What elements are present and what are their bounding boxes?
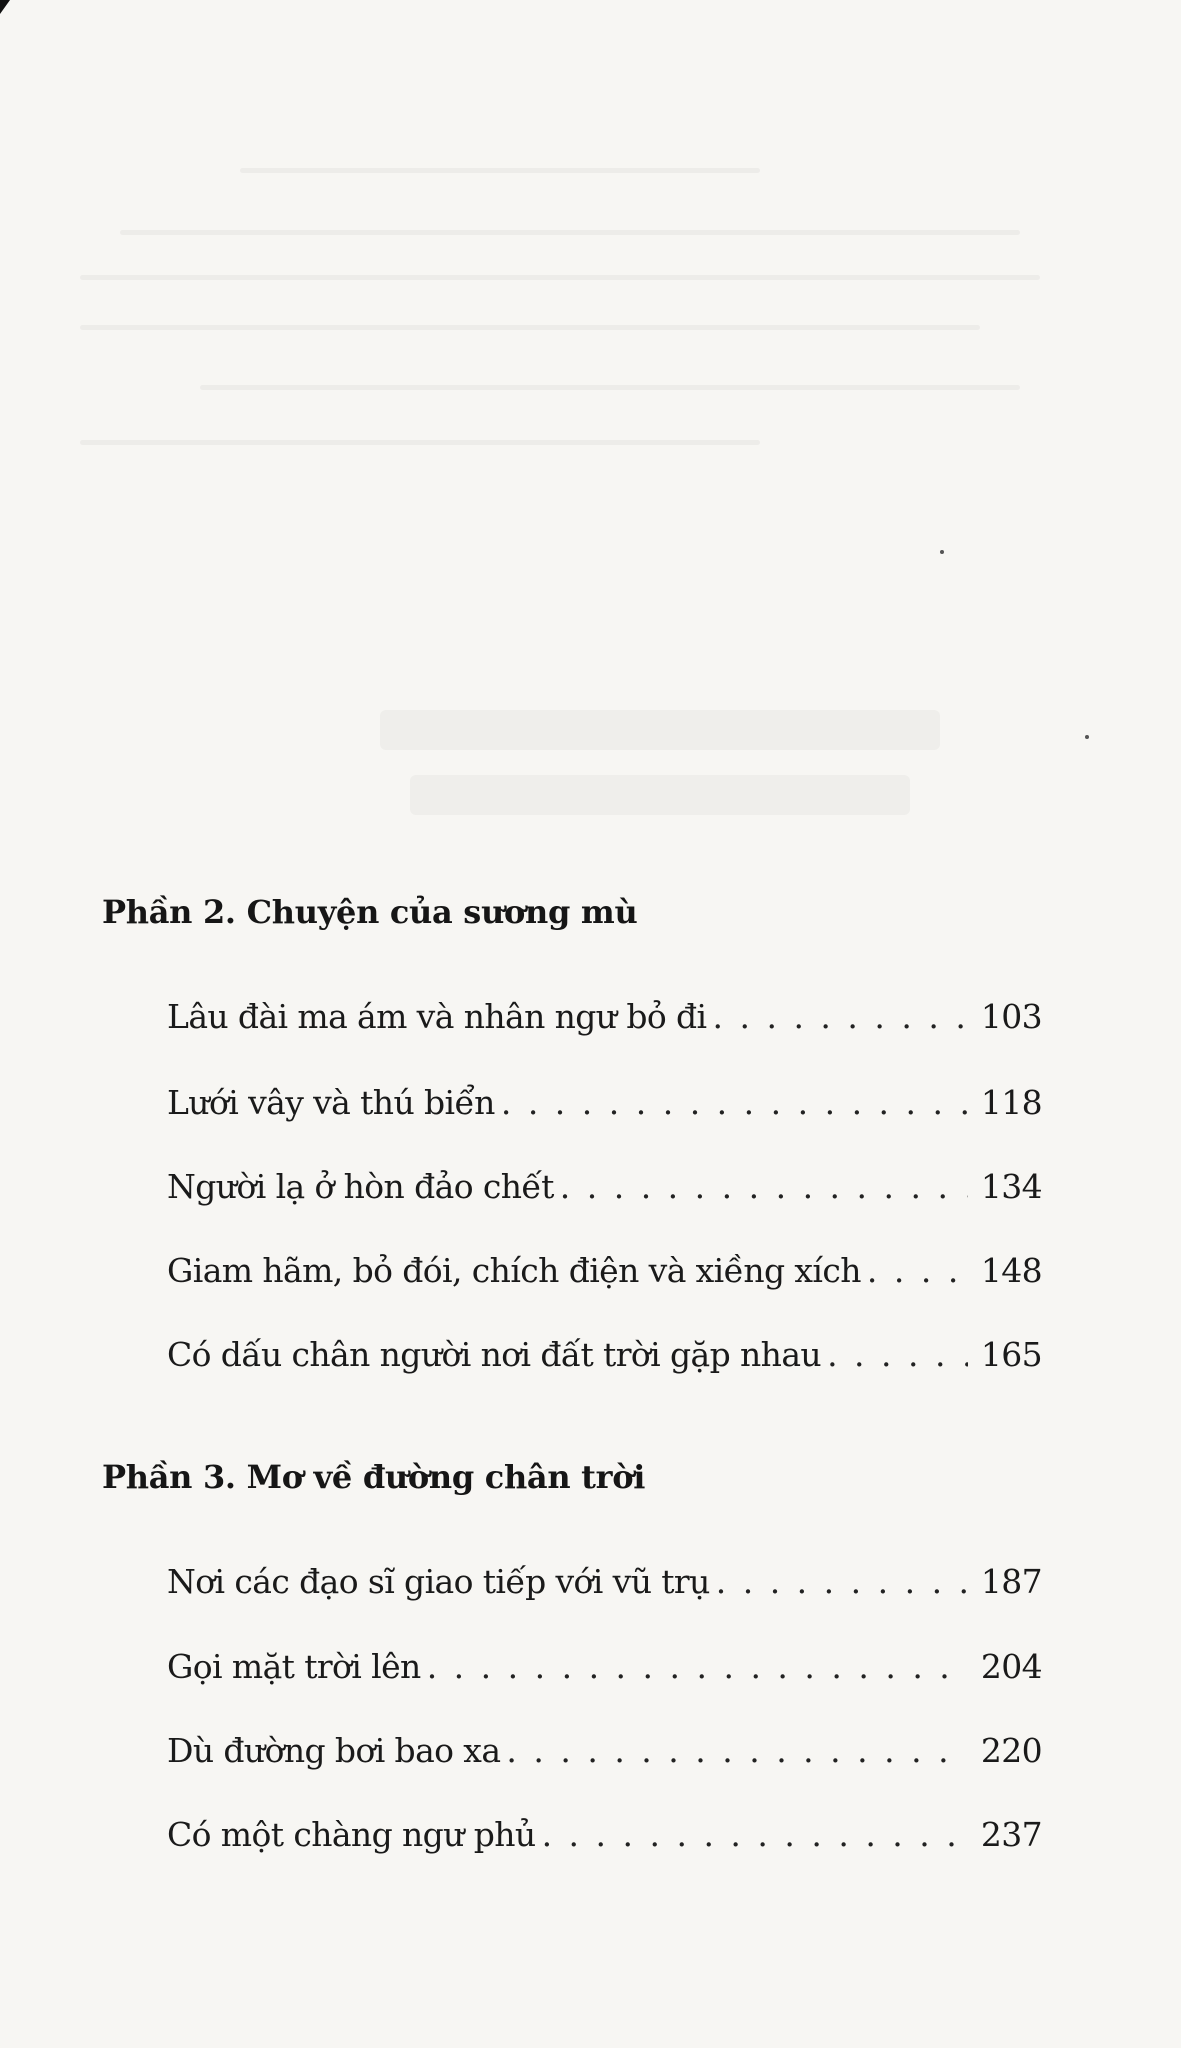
toc-entry-page: 165: [980, 1335, 1042, 1374]
toc-entry: [167, 1083, 1042, 1133]
toc-dot-leader: [506, 1731, 968, 1770]
section-heading-part-3: Phần 3. Mơ về đường chân trời: [102, 1458, 646, 1496]
toc-dot-leader: [560, 1167, 968, 1206]
toc-entry-page: 204: [980, 1647, 1042, 1686]
toc-entry: [167, 1815, 1042, 1865]
toc-entry-page: 103: [980, 997, 1042, 1036]
bleed-through-texture: [80, 150, 1080, 850]
toc-dot-leader: [713, 997, 969, 1036]
toc-dot-leader: [827, 1335, 968, 1374]
toc-entry-title: Nơi các đạo sĩ giao tiếp với vũ trụ: [167, 1562, 710, 1601]
toc-entry-title: Giam hãm, bỏ đói, chích điện và xiềng xích: [167, 1251, 861, 1290]
toc-dot-leader: [867, 1251, 968, 1290]
toc-entry-page: 134: [980, 1167, 1042, 1206]
toc-entry: [167, 1251, 1042, 1301]
section-heading-part-2: Phần 2. Chuyện của sương mù: [102, 893, 638, 931]
toc-entry-page: 148: [980, 1251, 1042, 1290]
toc-entry-title: Người lạ ở hòn đảo chết: [167, 1167, 554, 1206]
toc-entry-title: Lâu đài ma ám và nhân ngư bỏ đi: [167, 997, 707, 1036]
toc-dot-leader: [427, 1647, 968, 1686]
toc-entry: [167, 1562, 1042, 1612]
toc-entry-title: Có dấu chân người nơi đất trời gặp nhau: [167, 1335, 822, 1374]
toc-entry-page: 220: [980, 1731, 1042, 1770]
toc-dot-leader: [501, 1083, 968, 1122]
toc-dot-leader: [542, 1815, 968, 1854]
toc-entry-title: Gọi mặt trời lên: [167, 1647, 421, 1686]
toc-entry-title: Có một chàng ngư phủ: [167, 1815, 536, 1854]
toc-dot-leader: [716, 1562, 968, 1601]
toc-entry-page: 118: [980, 1083, 1042, 1122]
paper-speck: [1085, 735, 1089, 739]
toc-entry-title: Lưới vây và thú biển: [167, 1083, 495, 1122]
toc-entry: [167, 1335, 1042, 1385]
page-corner-mark: [0, 0, 10, 14]
toc-entry: [167, 1731, 1042, 1781]
toc-entry: [167, 1167, 1042, 1217]
toc-entry-title: Dù đường bơi bao xa: [167, 1731, 501, 1770]
paper-speck: [940, 550, 944, 554]
toc-entry: [167, 997, 1042, 1047]
toc-entry: [167, 1647, 1042, 1697]
toc-entry-page: 187: [980, 1562, 1042, 1601]
toc-entry-page: 237: [980, 1815, 1042, 1854]
